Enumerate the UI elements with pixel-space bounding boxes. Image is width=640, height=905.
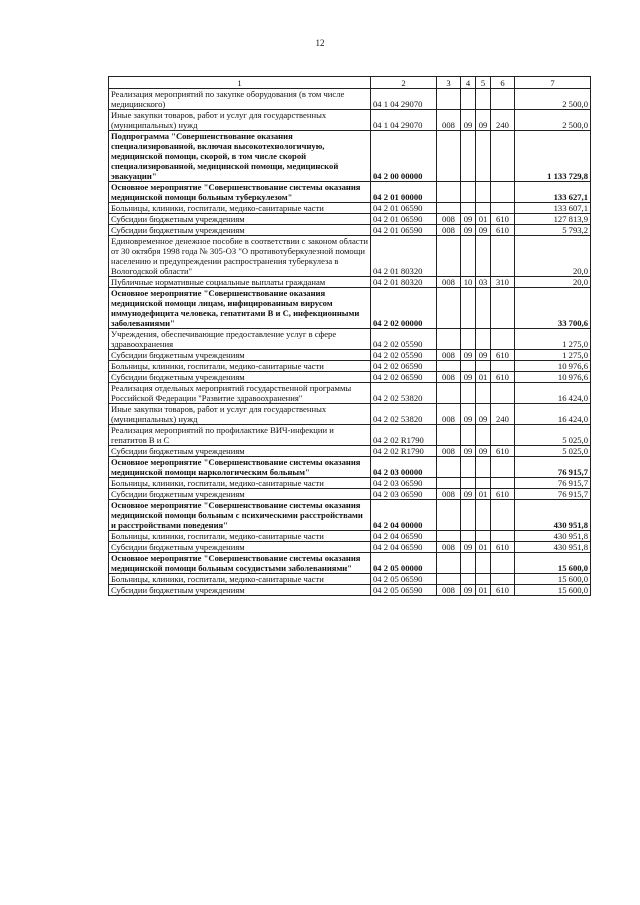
row-name: Иные закупки товаров, работ и услуг для государственных (муниципальных) нужд	[109, 110, 371, 131]
row-pr	[476, 329, 491, 350]
row-pr: 09	[476, 110, 491, 131]
row-rz	[461, 203, 476, 214]
row-pr	[476, 553, 491, 574]
row-vr: 610	[491, 489, 515, 500]
table-row	[109, 89, 591, 110]
row-pr: 03	[476, 277, 491, 288]
row-amount: 15 600,0	[515, 585, 591, 596]
row-code: 04 2 03 00000	[371, 457, 437, 478]
row-vr	[491, 236, 515, 277]
header-col-6: 6	[491, 77, 515, 89]
row-vr: 610	[491, 350, 515, 361]
row-vr	[491, 425, 515, 446]
table-row	[109, 585, 591, 596]
row-pr: 01	[476, 542, 491, 553]
row-amount: 76 915,7	[515, 489, 591, 500]
row-pr: 01	[476, 372, 491, 383]
row-vr: 240	[491, 404, 515, 425]
table-row	[109, 383, 591, 404]
row-amount: 2 500,0	[515, 110, 591, 131]
row-pr	[476, 182, 491, 203]
row-name: Субсидии бюджетным учреждениям	[109, 446, 371, 457]
row-amount: 430 951,8	[515, 531, 591, 542]
row-code: 04 2 02 R1790	[371, 446, 437, 457]
table-row	[109, 131, 591, 182]
row-ved	[437, 500, 461, 531]
row-ved	[437, 361, 461, 372]
row-rz: 09	[461, 372, 476, 383]
row-vr	[491, 288, 515, 329]
row-rz: 09	[461, 404, 476, 425]
row-ved	[437, 531, 461, 542]
table-row	[109, 329, 591, 350]
row-vr	[491, 478, 515, 489]
row-amount: 5 025,0	[515, 425, 591, 446]
row-name: Основное мероприятие "Совершенствование системы оказания медицинской помощи больным туберкулезом"	[109, 182, 371, 203]
row-ved: 008	[437, 542, 461, 553]
row-ved	[437, 478, 461, 489]
row-name: Больницы, клиники, госпитали, медико-санитарные части	[109, 361, 371, 372]
row-code: 04 2 02 05590	[371, 329, 437, 350]
row-pr	[476, 478, 491, 489]
row-rz: 09	[461, 214, 476, 225]
row-amount: 16 424,0	[515, 404, 591, 425]
row-rz: 09	[461, 542, 476, 553]
header-col-1: 1	[109, 77, 371, 89]
row-pr	[476, 89, 491, 110]
row-rz: 09	[461, 350, 476, 361]
row-name: Основное мероприятие "Совершенствование системы оказания медицинской помощи больным с психическими расстройствами и расстройствами поведения"	[109, 500, 371, 531]
row-code: 04 2 02 06590	[371, 372, 437, 383]
header-row	[109, 77, 591, 89]
row-code: 04 2 02 00000	[371, 288, 437, 329]
row-vr	[491, 383, 515, 404]
row-name: Субсидии бюджетным учреждениям	[109, 214, 371, 225]
row-name: Больницы, клиники, госпитали, медико-санитарные части	[109, 478, 371, 489]
row-pr	[476, 457, 491, 478]
row-vr: 610	[491, 225, 515, 236]
table-row	[109, 425, 591, 446]
row-name: Субсидии бюджетным учреждениям	[109, 372, 371, 383]
row-ved: 008	[437, 404, 461, 425]
row-ved	[437, 329, 461, 350]
row-pr: 09	[476, 350, 491, 361]
row-code: 04 1 04 29070	[371, 89, 437, 110]
row-name: Публичные нормативные социальные выплаты гражданам	[109, 277, 371, 288]
row-rz	[461, 553, 476, 574]
row-ved: 008	[437, 277, 461, 288]
row-ved: 008	[437, 489, 461, 500]
row-name: Реализация отдельных мероприятий государственной программы Российской Федерации "Развитие здравоохранения"	[109, 383, 371, 404]
row-vr	[491, 89, 515, 110]
row-ved	[437, 131, 461, 182]
row-name: Иные закупки товаров, работ и услуг для государственных (муниципальных) нужд	[109, 404, 371, 425]
row-rz: 09	[461, 110, 476, 131]
row-code: 04 2 02 05590	[371, 350, 437, 361]
row-name: Основное мероприятие "Совершенствование оказания медицинской помощи лицам, инфицированным вирусом иммунодефицита человека, гепатитами В и С, инфекционными заболеваниями"	[109, 288, 371, 329]
row-rz	[461, 236, 476, 277]
row-vr	[491, 131, 515, 182]
row-code: 04 2 03 06590	[371, 489, 437, 500]
row-amount: 33 700,6	[515, 288, 591, 329]
row-amount: 430 951,8	[515, 542, 591, 553]
row-ved	[437, 383, 461, 404]
row-amount: 20,0	[515, 277, 591, 288]
row-code: 04 2 00 00000	[371, 131, 437, 182]
row-vr: 610	[491, 214, 515, 225]
row-name: Больницы, клиники, госпитали, медико-санитарные части	[109, 574, 371, 585]
row-rz	[461, 131, 476, 182]
row-pr	[476, 131, 491, 182]
row-code: 04 2 05 06590	[371, 574, 437, 585]
row-rz: 09	[461, 489, 476, 500]
row-vr	[491, 203, 515, 214]
row-rz: 09	[461, 585, 476, 596]
row-amount: 5 025,0	[515, 446, 591, 457]
row-code: 04 2 01 80320	[371, 236, 437, 277]
row-name: Учреждения, обеспечивающие предоставление услуг в сфере здравоохранения	[109, 329, 371, 350]
row-pr	[476, 531, 491, 542]
row-rz: 09	[461, 225, 476, 236]
row-vr: 610	[491, 372, 515, 383]
row-amount: 1 133 729,8	[515, 131, 591, 182]
row-amount: 20,0	[515, 236, 591, 277]
row-amount: 133 627,1	[515, 182, 591, 203]
row-ved: 008	[437, 225, 461, 236]
row-code: 04 2 02 R1790	[371, 425, 437, 446]
row-code: 04 2 01 80320	[371, 277, 437, 288]
row-pr	[476, 574, 491, 585]
row-rz	[461, 425, 476, 446]
row-name: Реализация мероприятий по профилактике ВИЧ-инфекции и гепатитов В и С	[109, 425, 371, 446]
table-row	[109, 182, 591, 203]
row-amount: 76 915,7	[515, 478, 591, 489]
table-row	[109, 350, 591, 361]
row-amount: 10 976,6	[515, 361, 591, 372]
row-ved	[437, 425, 461, 446]
row-pr	[476, 425, 491, 446]
header-col-3: 3	[437, 77, 461, 89]
row-amount: 5 793,2	[515, 225, 591, 236]
row-code: 04 2 04 00000	[371, 500, 437, 531]
row-ved	[437, 89, 461, 110]
table-row	[109, 457, 591, 478]
row-vr	[491, 457, 515, 478]
row-rz	[461, 288, 476, 329]
row-vr	[491, 531, 515, 542]
row-rz	[461, 531, 476, 542]
table-row	[109, 277, 591, 288]
row-name: Реализация мероприятий по закупке оборудования (в том числе медицинского)	[109, 89, 371, 110]
table-row	[109, 236, 591, 277]
row-pr	[476, 361, 491, 372]
row-vr	[491, 361, 515, 372]
row-name: Субсидии бюджетным учреждениям	[109, 350, 371, 361]
row-ved	[437, 203, 461, 214]
table-row	[109, 531, 591, 542]
table-row	[109, 203, 591, 214]
row-name: Субсидии бюджетным учреждениям	[109, 489, 371, 500]
row-amount: 76 915,7	[515, 457, 591, 478]
row-name: Субсидии бюджетным учреждениям	[109, 542, 371, 553]
table-row	[109, 225, 591, 236]
row-rz	[461, 383, 476, 404]
header-col-4: 4	[461, 77, 476, 89]
row-amount: 15 600,0	[515, 553, 591, 574]
row-amount: 133 607,1	[515, 203, 591, 214]
row-rz: 10	[461, 277, 476, 288]
row-vr: 610	[491, 542, 515, 553]
header-col-7: 7	[515, 77, 591, 89]
row-pr	[476, 383, 491, 404]
row-vr: 310	[491, 277, 515, 288]
row-rz	[461, 500, 476, 531]
row-name: Единовременное денежное пособие в соответствии с законом области от 30 октября 1998 года № 305-ОЗ "О противотуберкулезной помощи населению и предупреждении распространения туберкулеза в Вологодской области"	[109, 236, 371, 277]
row-vr: 240	[491, 110, 515, 131]
row-rz	[461, 478, 476, 489]
row-pr: 01	[476, 214, 491, 225]
row-amount: 1 275,0	[515, 329, 591, 350]
row-ved: 008	[437, 350, 461, 361]
table-row	[109, 500, 591, 531]
row-ved: 008	[437, 446, 461, 457]
table-row	[109, 361, 591, 372]
row-pr: 09	[476, 225, 491, 236]
row-rz	[461, 89, 476, 110]
row-vr	[491, 500, 515, 531]
row-rz	[461, 361, 476, 372]
row-ved	[437, 288, 461, 329]
row-ved	[437, 574, 461, 585]
row-vr	[491, 553, 515, 574]
table-row	[109, 553, 591, 574]
row-ved	[437, 236, 461, 277]
row-rz	[461, 574, 476, 585]
row-amount: 10 976,6	[515, 372, 591, 383]
page-number: 12	[315, 38, 325, 48]
row-amount: 430 951,8	[515, 500, 591, 531]
row-ved	[437, 553, 461, 574]
table-row	[109, 288, 591, 329]
header-col-2: 2	[371, 77, 437, 89]
row-name: Подпрограмма "Совершенствование оказания специализированной, включая высокотехнологичную, медицинской помощи, скорой, в том числе скорой специализированной, медицинской помощи, медицинской эвакуации"	[109, 131, 371, 182]
table-row	[109, 489, 591, 500]
table-body	[109, 89, 591, 596]
table-row	[109, 372, 591, 383]
row-code: 04 2 02 53820	[371, 404, 437, 425]
row-name: Основное мероприятие "Совершенствование системы оказания медицинской помощи наркологическим больным"	[109, 457, 371, 478]
row-code: 04 2 05 00000	[371, 553, 437, 574]
row-name: Субсидии бюджетным учреждениям	[109, 225, 371, 236]
row-code: 04 2 01 00000	[371, 182, 437, 203]
row-ved: 008	[437, 110, 461, 131]
row-vr	[491, 574, 515, 585]
row-code: 04 2 02 06590	[371, 361, 437, 372]
row-code: 04 2 01 06590	[371, 203, 437, 214]
row-amount: 1 275,0	[515, 350, 591, 361]
table-row	[109, 478, 591, 489]
row-code: 04 2 04 06590	[371, 542, 437, 553]
table-row	[109, 110, 591, 131]
row-amount: 15 600,0	[515, 574, 591, 585]
header-col-5: 5	[476, 77, 491, 89]
row-code: 04 1 04 29070	[371, 110, 437, 131]
row-rz	[461, 329, 476, 350]
row-name: Субсидии бюджетным учреждениям	[109, 585, 371, 596]
row-code: 04 2 05 06590	[371, 585, 437, 596]
row-pr	[476, 236, 491, 277]
row-code: 04 2 04 06590	[371, 531, 437, 542]
table-header	[109, 77, 591, 89]
row-rz: 09	[461, 446, 476, 457]
row-pr	[476, 288, 491, 329]
row-code: 04 2 01 06590	[371, 214, 437, 225]
row-amount: 2 500,0	[515, 89, 591, 110]
row-code: 04 2 03 06590	[371, 478, 437, 489]
row-name: Больницы, клиники, госпитали, медико-санитарные части	[109, 531, 371, 542]
row-amount: 127 813,9	[515, 214, 591, 225]
row-ved	[437, 182, 461, 203]
table-row	[109, 574, 591, 585]
row-rz	[461, 457, 476, 478]
row-code: 04 2 01 06590	[371, 225, 437, 236]
row-ved: 008	[437, 585, 461, 596]
row-pr: 01	[476, 585, 491, 596]
table-row	[109, 404, 591, 425]
row-pr	[476, 203, 491, 214]
row-ved: 008	[437, 214, 461, 225]
table-row	[109, 446, 591, 457]
row-ved: 008	[437, 372, 461, 383]
row-rz	[461, 182, 476, 203]
row-name: Больницы, клиники, госпитали, медико-санитарные части	[109, 203, 371, 214]
row-vr	[491, 329, 515, 350]
table-row	[109, 542, 591, 553]
row-pr: 09	[476, 446, 491, 457]
row-amount: 16 424,0	[515, 383, 591, 404]
row-code: 04 2 02 53820	[371, 383, 437, 404]
row-pr	[476, 500, 491, 531]
row-ved	[437, 457, 461, 478]
row-vr: 610	[491, 585, 515, 596]
table-row	[109, 214, 591, 225]
row-name: Основное мероприятие "Совершенствование системы оказания медицинской помощи больным сосудистыми заболеваниями"	[109, 553, 371, 574]
row-pr: 09	[476, 404, 491, 425]
row-vr	[491, 182, 515, 203]
row-vr: 610	[491, 446, 515, 457]
row-pr: 01	[476, 489, 491, 500]
budget-table	[108, 76, 591, 596]
